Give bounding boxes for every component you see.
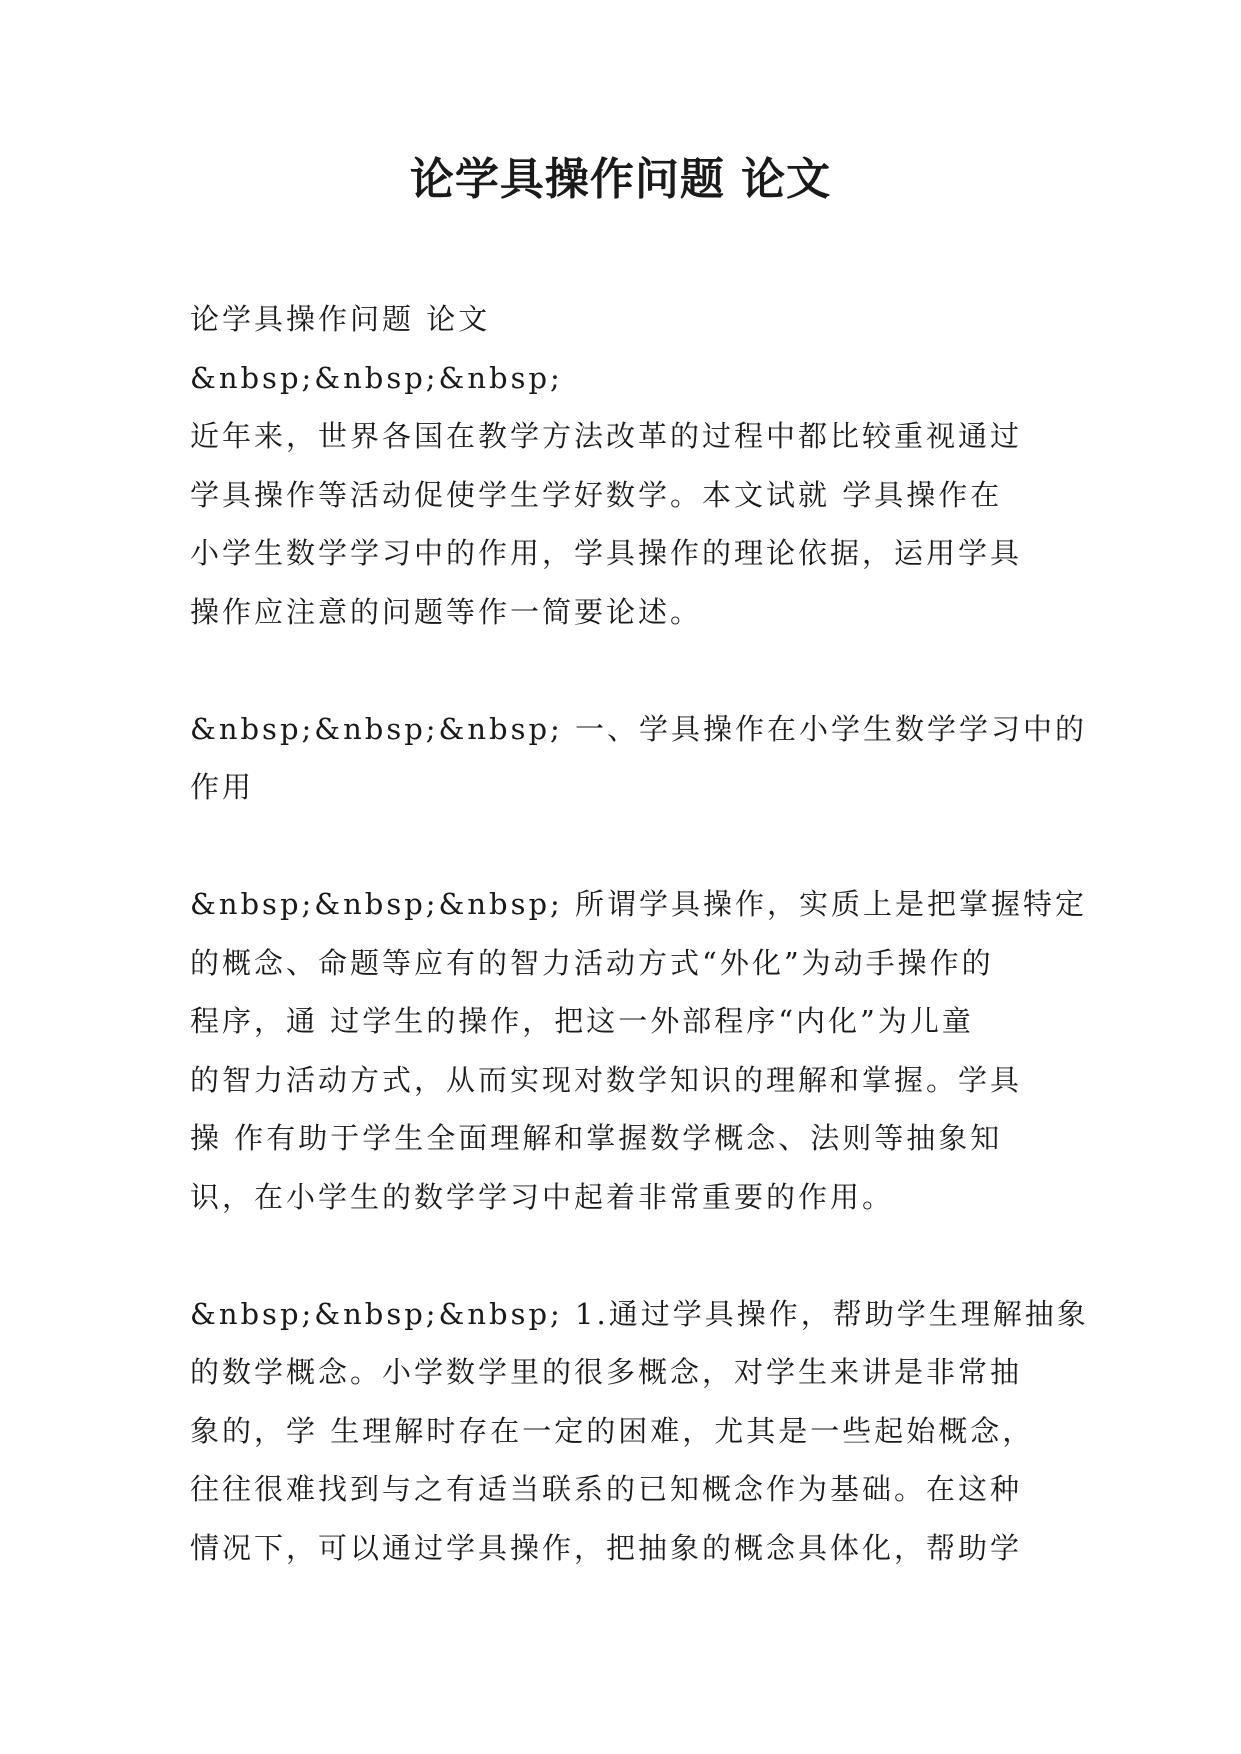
text-line: 学具操作等活动促使学生学好数学。本文试就 学具操作在 bbox=[190, 477, 1003, 512]
text-line: 作用 bbox=[190, 770, 255, 804]
text-line: 情况下，可以通过学具操作，把抽象的概念具体化，帮助学 bbox=[190, 1530, 1023, 1565]
text-line: &nbsp;&nbsp;&nbsp; 1.通过学具操作，帮助学生理解抽象 bbox=[190, 1296, 1089, 1331]
paragraph-gap bbox=[190, 641, 1060, 700]
text-line: 的概念、命题等应有的智力活动方式“外化”为动手操作的 bbox=[190, 945, 994, 980]
text-line: 程序，通 过学生的操作，把这一外部程序“内化”为儿童 bbox=[190, 1004, 974, 1038]
text-line: &nbsp;&nbsp;&nbsp; 一、学具操作在小学生数学学习中的 bbox=[190, 711, 1088, 746]
text-line: 的智力活动方式，从而实现对数学知识的理解和掌握。学具 bbox=[190, 1062, 1023, 1097]
text-line: 操作应注意的问题等作一简要论述。 bbox=[190, 594, 703, 629]
text-line: &nbsp;&nbsp;&nbsp; 所谓学具操作，实质上是把掌握特定 bbox=[190, 887, 1088, 921]
text-line: 识，在小学生的数学学习中起着非常重要的作用。 bbox=[190, 1179, 895, 1214]
document-body bbox=[190, 290, 1089, 1577]
text-line: 操 作有助于学生全面理解和掌握数学概念、法则等抽象知 bbox=[190, 1121, 1003, 1155]
text-line: &nbsp;&nbsp;&nbsp; bbox=[190, 360, 563, 395]
paragraph-gap bbox=[190, 817, 1060, 876]
document-title: 论学具操作问题 论文 bbox=[409, 154, 832, 205]
text-line: 象的，学 生理解时存在一定的困难，尤其是一些起始概念， bbox=[190, 1413, 1035, 1448]
text-line: 近年来，世界各国在教学方法改革的过程中都比较重视通过 bbox=[190, 419, 1023, 453]
text-line: 的数学概念。小学数学里的很多概念，对学生来讲是非常抽 bbox=[190, 1355, 1023, 1389]
paragraph-gap bbox=[190, 1226, 1060, 1285]
text-line: 小学生数学学习中的作用，学具操作的理论依据，运用学具 bbox=[190, 536, 1023, 570]
text-line: 论学具操作问题 论文 bbox=[190, 302, 491, 336]
text-line: 往往很难找到与之有适当联系的已知概念作为基础。在这种 bbox=[190, 1472, 1023, 1506]
